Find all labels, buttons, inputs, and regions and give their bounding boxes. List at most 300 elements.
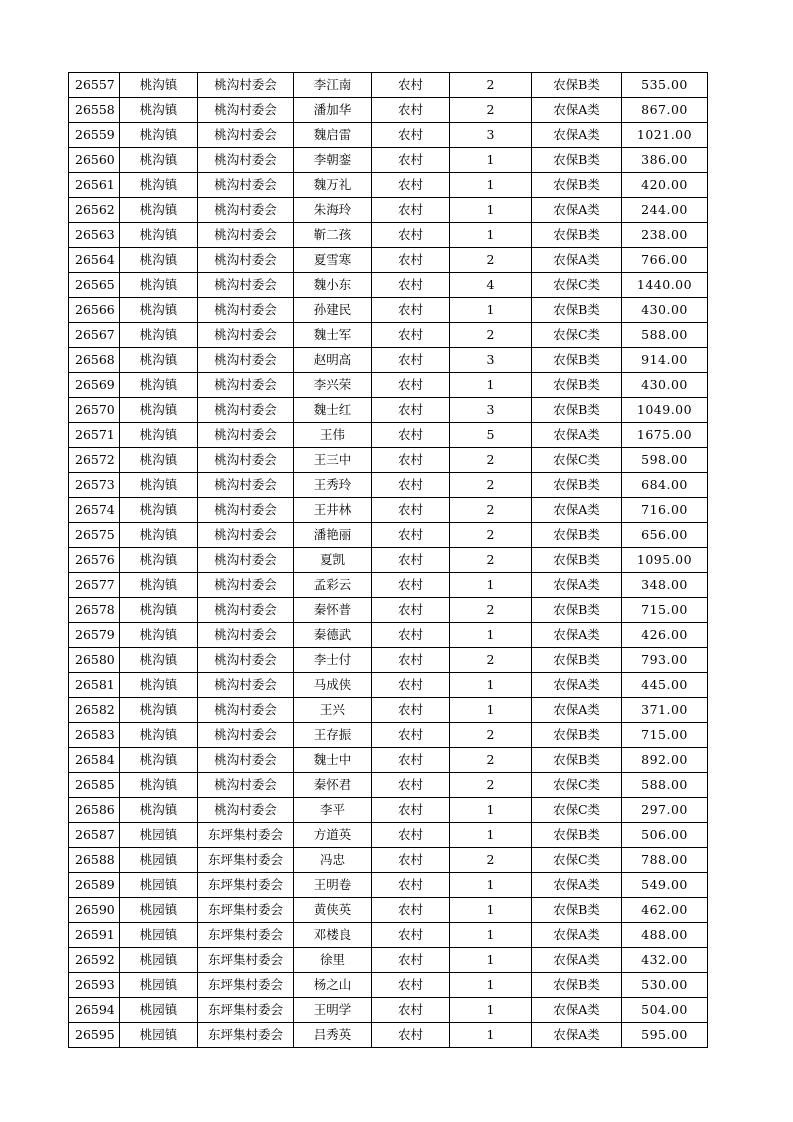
household-type-cell: 农村 — [372, 823, 450, 848]
record-id-cell: 26563 — [69, 223, 120, 248]
record-id-cell: 26582 — [69, 698, 120, 723]
insurance-category-cell: 农保C类 — [532, 273, 622, 298]
household-type-cell: 农村 — [372, 948, 450, 973]
people-count-cell: 2 — [450, 523, 532, 548]
name-cell: 邓楼良 — [294, 923, 372, 948]
people-count-cell: 1 — [450, 873, 532, 898]
amount-cell: 462.00 — [622, 898, 708, 923]
people-count-cell: 2 — [450, 73, 532, 98]
people-count-cell: 2 — [450, 248, 532, 273]
amount-cell: 656.00 — [622, 523, 708, 548]
household-type-cell: 农村 — [372, 373, 450, 398]
name-cell: 魏士中 — [294, 748, 372, 773]
record-id-cell: 26579 — [69, 623, 120, 648]
people-count-cell: 1 — [450, 573, 532, 598]
data-table — [68, 72, 708, 1048]
name-cell: 赵明高 — [294, 348, 372, 373]
village-committee-cell: 东坪集村委会 — [198, 823, 294, 848]
household-type-cell: 农村 — [372, 848, 450, 873]
town-cell: 桃沟镇 — [120, 523, 198, 548]
table-row — [69, 798, 708, 823]
village-committee-cell: 桃沟村委会 — [198, 798, 294, 823]
town-cell: 桃沟镇 — [120, 498, 198, 523]
insurance-category-cell: 农保B类 — [532, 823, 622, 848]
insurance-category-cell: 农保B类 — [532, 373, 622, 398]
record-id-cell: 26595 — [69, 1023, 120, 1048]
table-row — [69, 848, 708, 873]
village-committee-cell: 桃沟村委会 — [198, 173, 294, 198]
village-committee-cell: 桃沟村委会 — [198, 198, 294, 223]
record-id-cell: 26577 — [69, 573, 120, 598]
household-type-cell: 农村 — [372, 748, 450, 773]
name-cell: 王三中 — [294, 448, 372, 473]
amount-cell: 420.00 — [622, 173, 708, 198]
name-cell: 孟彩云 — [294, 573, 372, 598]
table-row — [69, 573, 708, 598]
table-row — [69, 648, 708, 673]
household-type-cell: 农村 — [372, 673, 450, 698]
name-cell: 朱海玲 — [294, 198, 372, 223]
record-id-cell: 26574 — [69, 498, 120, 523]
people-count-cell: 3 — [450, 348, 532, 373]
household-type-cell: 农村 — [372, 448, 450, 473]
table-row — [69, 673, 708, 698]
people-count-cell: 2 — [450, 748, 532, 773]
town-cell: 桃沟镇 — [120, 748, 198, 773]
table-row — [69, 298, 708, 323]
amount-cell: 386.00 — [622, 148, 708, 173]
table-row — [69, 73, 708, 98]
record-id-cell: 26580 — [69, 648, 120, 673]
village-committee-cell: 桃沟村委会 — [198, 548, 294, 573]
table-row — [69, 348, 708, 373]
village-committee-cell: 桃沟村委会 — [198, 623, 294, 648]
record-id-cell: 26565 — [69, 273, 120, 298]
town-cell: 桃沟镇 — [120, 148, 198, 173]
table-row — [69, 223, 708, 248]
amount-cell: 549.00 — [622, 873, 708, 898]
amount-cell: 588.00 — [622, 773, 708, 798]
insurance-category-cell: 农保C类 — [532, 848, 622, 873]
amount-cell: 716.00 — [622, 498, 708, 523]
insurance-category-cell: 农保B类 — [532, 973, 622, 998]
household-type-cell: 农村 — [372, 298, 450, 323]
town-cell: 桃沟镇 — [120, 798, 198, 823]
table-row — [69, 598, 708, 623]
household-type-cell: 农村 — [372, 273, 450, 298]
town-cell: 桃沟镇 — [120, 248, 198, 273]
table-row — [69, 273, 708, 298]
record-id-cell: 26562 — [69, 198, 120, 223]
people-count-cell: 1 — [450, 173, 532, 198]
village-committee-cell: 桃沟村委会 — [198, 748, 294, 773]
name-cell: 黄侠英 — [294, 898, 372, 923]
name-cell: 王秀玲 — [294, 473, 372, 498]
insurance-category-cell: 农保A类 — [532, 923, 622, 948]
village-committee-cell: 东坪集村委会 — [198, 998, 294, 1023]
record-id-cell: 26568 — [69, 348, 120, 373]
town-cell: 桃沟镇 — [120, 698, 198, 723]
people-count-cell: 1 — [450, 823, 532, 848]
village-committee-cell: 桃沟村委会 — [198, 698, 294, 723]
town-cell: 桃园镇 — [120, 923, 198, 948]
people-count-cell: 2 — [450, 498, 532, 523]
household-type-cell: 农村 — [372, 473, 450, 498]
people-count-cell: 1 — [450, 298, 532, 323]
record-id-cell: 26591 — [69, 923, 120, 948]
village-committee-cell: 桃沟村委会 — [198, 73, 294, 98]
village-committee-cell: 桃沟村委会 — [198, 123, 294, 148]
table-row — [69, 123, 708, 148]
household-type-cell: 农村 — [372, 973, 450, 998]
town-cell: 桃园镇 — [120, 1023, 198, 1048]
town-cell: 桃园镇 — [120, 873, 198, 898]
name-cell: 夏凯 — [294, 548, 372, 573]
household-type-cell: 农村 — [372, 123, 450, 148]
household-type-cell: 农村 — [372, 898, 450, 923]
village-committee-cell: 桃沟村委会 — [198, 273, 294, 298]
town-cell: 桃沟镇 — [120, 98, 198, 123]
amount-cell: 914.00 — [622, 348, 708, 373]
household-type-cell: 农村 — [372, 73, 450, 98]
insurance-category-cell: 农保B类 — [532, 723, 622, 748]
amount-cell: 430.00 — [622, 373, 708, 398]
village-committee-cell: 桃沟村委会 — [198, 298, 294, 323]
name-cell: 李兴荣 — [294, 373, 372, 398]
town-cell: 桃园镇 — [120, 823, 198, 848]
insurance-category-cell: 农保A类 — [532, 248, 622, 273]
village-committee-cell: 桃沟村委会 — [198, 673, 294, 698]
record-id-cell: 26573 — [69, 473, 120, 498]
name-cell: 潘艳丽 — [294, 523, 372, 548]
amount-cell: 788.00 — [622, 848, 708, 873]
amount-cell: 504.00 — [622, 998, 708, 1023]
town-cell: 桃园镇 — [120, 973, 198, 998]
town-cell: 桃沟镇 — [120, 598, 198, 623]
name-cell: 李江南 — [294, 73, 372, 98]
insurance-category-cell: 农保A类 — [532, 623, 622, 648]
people-count-cell: 1 — [450, 373, 532, 398]
name-cell: 徐里 — [294, 948, 372, 973]
insurance-category-cell: 农保B类 — [532, 173, 622, 198]
people-count-cell: 4 — [450, 273, 532, 298]
people-count-cell: 2 — [450, 548, 532, 573]
insurance-category-cell: 农保A类 — [532, 698, 622, 723]
record-id-cell: 26587 — [69, 823, 120, 848]
people-count-cell: 1 — [450, 623, 532, 648]
name-cell: 王明学 — [294, 998, 372, 1023]
village-committee-cell: 桃沟村委会 — [198, 148, 294, 173]
amount-cell: 1095.00 — [622, 548, 708, 573]
table-row — [69, 823, 708, 848]
insurance-category-cell: 农保C类 — [532, 448, 622, 473]
name-cell: 王井林 — [294, 498, 372, 523]
name-cell: 魏士军 — [294, 323, 372, 348]
table-row — [69, 873, 708, 898]
record-id-cell: 26583 — [69, 723, 120, 748]
name-cell: 李朝銮 — [294, 148, 372, 173]
insurance-category-cell: 农保B类 — [532, 598, 622, 623]
town-cell: 桃沟镇 — [120, 548, 198, 573]
town-cell: 桃沟镇 — [120, 373, 198, 398]
people-count-cell: 1 — [450, 673, 532, 698]
record-id-cell: 26592 — [69, 948, 120, 973]
table-row — [69, 323, 708, 348]
people-count-cell: 2 — [450, 648, 532, 673]
village-committee-cell: 桃沟村委会 — [198, 523, 294, 548]
household-type-cell: 农村 — [372, 348, 450, 373]
village-committee-cell: 东坪集村委会 — [198, 898, 294, 923]
table-row — [69, 748, 708, 773]
household-type-cell: 农村 — [372, 423, 450, 448]
household-type-cell: 农村 — [372, 323, 450, 348]
village-committee-cell: 桃沟村委会 — [198, 598, 294, 623]
village-committee-cell: 桃沟村委会 — [198, 723, 294, 748]
town-cell: 桃沟镇 — [120, 198, 198, 223]
household-type-cell: 农村 — [372, 623, 450, 648]
record-id-cell: 26572 — [69, 448, 120, 473]
record-id-cell: 26560 — [69, 148, 120, 173]
village-committee-cell: 东坪集村委会 — [198, 973, 294, 998]
insurance-category-cell: 农保A类 — [532, 123, 622, 148]
record-id-cell: 26584 — [69, 748, 120, 773]
amount-cell: 488.00 — [622, 923, 708, 948]
village-committee-cell: 桃沟村委会 — [198, 98, 294, 123]
town-cell: 桃沟镇 — [120, 348, 198, 373]
insurance-category-cell: 农保B类 — [532, 648, 622, 673]
people-count-cell: 1 — [450, 223, 532, 248]
household-type-cell: 农村 — [372, 98, 450, 123]
amount-cell: 715.00 — [622, 598, 708, 623]
village-committee-cell: 桃沟村委会 — [198, 498, 294, 523]
household-type-cell: 农村 — [372, 998, 450, 1023]
household-type-cell: 农村 — [372, 198, 450, 223]
insurance-category-cell: 农保C类 — [532, 323, 622, 348]
amount-cell: 238.00 — [622, 223, 708, 248]
town-cell: 桃沟镇 — [120, 273, 198, 298]
name-cell: 方道英 — [294, 823, 372, 848]
village-committee-cell: 东坪集村委会 — [198, 948, 294, 973]
village-committee-cell: 桃沟村委会 — [198, 648, 294, 673]
amount-cell: 1049.00 — [622, 398, 708, 423]
name-cell: 王伟 — [294, 423, 372, 448]
amount-cell: 506.00 — [622, 823, 708, 848]
name-cell: 靳二孩 — [294, 223, 372, 248]
table-row — [69, 773, 708, 798]
household-type-cell: 农村 — [372, 798, 450, 823]
record-id-cell: 26564 — [69, 248, 120, 273]
table-row — [69, 923, 708, 948]
town-cell: 桃沟镇 — [120, 173, 198, 198]
village-committee-cell: 桃沟村委会 — [198, 373, 294, 398]
amount-cell: 766.00 — [622, 248, 708, 273]
record-id-cell: 26593 — [69, 973, 120, 998]
record-id-cell: 26575 — [69, 523, 120, 548]
village-committee-cell: 桃沟村委会 — [198, 223, 294, 248]
insurance-category-cell: 农保A类 — [532, 873, 622, 898]
household-type-cell: 农村 — [372, 548, 450, 573]
people-count-cell: 5 — [450, 423, 532, 448]
table-row — [69, 498, 708, 523]
village-committee-cell: 桃沟村委会 — [198, 323, 294, 348]
town-cell: 桃沟镇 — [120, 323, 198, 348]
village-committee-cell: 桃沟村委会 — [198, 448, 294, 473]
town-cell: 桃沟镇 — [120, 298, 198, 323]
name-cell: 李士付 — [294, 648, 372, 673]
table-row — [69, 898, 708, 923]
insurance-category-cell: 农保B类 — [532, 298, 622, 323]
village-committee-cell: 桃沟村委会 — [198, 398, 294, 423]
people-count-cell: 2 — [450, 448, 532, 473]
table-row — [69, 548, 708, 573]
insurance-category-cell: 农保B类 — [532, 748, 622, 773]
amount-cell: 892.00 — [622, 748, 708, 773]
record-id-cell: 26557 — [69, 73, 120, 98]
people-count-cell: 1 — [450, 198, 532, 223]
town-cell: 桃沟镇 — [120, 123, 198, 148]
table-row — [69, 198, 708, 223]
amount-cell: 1440.00 — [622, 273, 708, 298]
amount-cell: 530.00 — [622, 973, 708, 998]
record-id-cell: 26571 — [69, 423, 120, 448]
record-id-cell: 26576 — [69, 548, 120, 573]
insurance-category-cell: 农保A类 — [532, 948, 622, 973]
insurance-category-cell: 农保A类 — [532, 423, 622, 448]
amount-cell: 430.00 — [622, 298, 708, 323]
household-type-cell: 农村 — [372, 148, 450, 173]
amount-cell: 715.00 — [622, 723, 708, 748]
name-cell: 魏万礼 — [294, 173, 372, 198]
record-id-cell: 26561 — [69, 173, 120, 198]
town-cell: 桃沟镇 — [120, 223, 198, 248]
insurance-category-cell: 农保A类 — [532, 998, 622, 1023]
table-row — [69, 523, 708, 548]
village-committee-cell: 东坪集村委会 — [198, 1023, 294, 1048]
people-count-cell: 3 — [450, 123, 532, 148]
amount-cell: 1021.00 — [622, 123, 708, 148]
town-cell: 桃沟镇 — [120, 773, 198, 798]
town-cell: 桃沟镇 — [120, 398, 198, 423]
people-count-cell: 2 — [450, 723, 532, 748]
people-count-cell: 1 — [450, 698, 532, 723]
name-cell: 秦怀君 — [294, 773, 372, 798]
insurance-category-cell: 农保B类 — [532, 473, 622, 498]
name-cell: 马成侠 — [294, 673, 372, 698]
amount-cell: 244.00 — [622, 198, 708, 223]
town-cell: 桃沟镇 — [120, 73, 198, 98]
amount-cell: 595.00 — [622, 1023, 708, 1048]
name-cell: 夏雪寒 — [294, 248, 372, 273]
record-id-cell: 26558 — [69, 98, 120, 123]
record-id-cell: 26589 — [69, 873, 120, 898]
name-cell: 魏启雷 — [294, 123, 372, 148]
table-row — [69, 473, 708, 498]
amount-cell: 598.00 — [622, 448, 708, 473]
amount-cell: 426.00 — [622, 623, 708, 648]
household-type-cell: 农村 — [372, 723, 450, 748]
table-row — [69, 723, 708, 748]
village-committee-cell: 桃沟村委会 — [198, 423, 294, 448]
table-row — [69, 698, 708, 723]
people-count-cell: 1 — [450, 923, 532, 948]
name-cell: 秦德武 — [294, 623, 372, 648]
village-committee-cell: 东坪集村委会 — [198, 848, 294, 873]
town-cell: 桃沟镇 — [120, 473, 198, 498]
people-count-cell: 1 — [450, 898, 532, 923]
people-count-cell: 2 — [450, 323, 532, 348]
town-cell: 桃园镇 — [120, 998, 198, 1023]
town-cell: 桃园镇 — [120, 948, 198, 973]
amount-cell: 684.00 — [622, 473, 708, 498]
record-id-cell: 26585 — [69, 773, 120, 798]
village-committee-cell: 东坪集村委会 — [198, 923, 294, 948]
town-cell: 桃沟镇 — [120, 723, 198, 748]
people-count-cell: 2 — [450, 773, 532, 798]
household-type-cell: 农村 — [372, 923, 450, 948]
insurance-category-cell: 农保A类 — [532, 573, 622, 598]
household-type-cell: 农村 — [372, 573, 450, 598]
amount-cell: 445.00 — [622, 673, 708, 698]
insurance-category-cell: 农保B类 — [532, 523, 622, 548]
village-committee-cell: 桃沟村委会 — [198, 473, 294, 498]
village-committee-cell: 桃沟村委会 — [198, 573, 294, 598]
name-cell: 魏士红 — [294, 398, 372, 423]
name-cell: 吕秀英 — [294, 1023, 372, 1048]
household-type-cell: 农村 — [372, 398, 450, 423]
table-row — [69, 248, 708, 273]
record-id-cell: 26567 — [69, 323, 120, 348]
people-count-cell: 1 — [450, 1023, 532, 1048]
name-cell: 秦怀普 — [294, 598, 372, 623]
table-body — [69, 73, 708, 1048]
name-cell: 李平 — [294, 798, 372, 823]
household-type-cell: 农村 — [372, 498, 450, 523]
household-type-cell: 农村 — [372, 698, 450, 723]
name-cell: 魏小东 — [294, 273, 372, 298]
village-committee-cell: 桃沟村委会 — [198, 248, 294, 273]
insurance-category-cell: 农保B类 — [532, 898, 622, 923]
household-type-cell: 农村 — [372, 523, 450, 548]
record-id-cell: 26590 — [69, 898, 120, 923]
table-row — [69, 948, 708, 973]
insurance-category-cell: 农保A类 — [532, 673, 622, 698]
record-id-cell: 26569 — [69, 373, 120, 398]
town-cell: 桃沟镇 — [120, 423, 198, 448]
people-count-cell: 1 — [450, 798, 532, 823]
town-cell: 桃沟镇 — [120, 448, 198, 473]
amount-cell: 793.00 — [622, 648, 708, 673]
household-type-cell: 农村 — [372, 773, 450, 798]
insurance-category-cell: 农保A类 — [532, 98, 622, 123]
insurance-category-cell: 农保B类 — [532, 398, 622, 423]
record-id-cell: 26566 — [69, 298, 120, 323]
name-cell: 王兴 — [294, 698, 372, 723]
insurance-category-cell: 农保C类 — [532, 773, 622, 798]
insurance-category-cell: 农保A类 — [532, 198, 622, 223]
town-cell: 桃沟镇 — [120, 648, 198, 673]
table-row — [69, 373, 708, 398]
name-cell: 冯忠 — [294, 848, 372, 873]
name-cell: 王存振 — [294, 723, 372, 748]
town-cell: 桃沟镇 — [120, 573, 198, 598]
amount-cell: 432.00 — [622, 948, 708, 973]
village-committee-cell: 桃沟村委会 — [198, 773, 294, 798]
name-cell: 潘加华 — [294, 98, 372, 123]
insurance-category-cell: 农保B类 — [532, 148, 622, 173]
insurance-category-cell: 农保B类 — [532, 548, 622, 573]
record-id-cell: 26588 — [69, 848, 120, 873]
record-id-cell: 26594 — [69, 998, 120, 1023]
